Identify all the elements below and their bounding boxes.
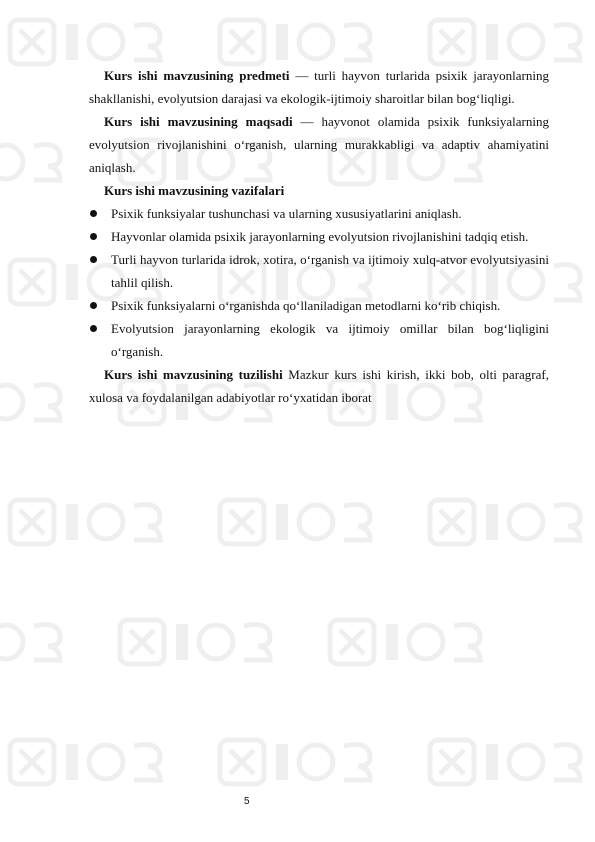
document-body [89,64,549,409]
structure-label: Kurs ishi mavzusining tuzilishi [104,367,283,382]
subject-label: Kurs ishi mavzusining predmeti [104,68,290,83]
list-item [89,202,549,225]
page-number: 5 [244,796,250,807]
list-item [89,225,549,248]
goal-paragraph [89,110,549,179]
bullet-icon [90,210,97,217]
task-text: Turli hayvon turlarida idrok, xotira, o‘rganish va ijtimoiy xulq-atvor evolyutsiyasini tahlil qilish. [111,252,549,290]
structure-text: Mazkur kurs ishi kirish, ikki bob, olti paragraf, xulosa va foydalanilgan adabiyotlar ro‘yxatidan iborat [89,367,549,405]
bullet-icon [90,302,97,309]
structure-paragraph [89,363,549,409]
subject-paragraph [89,64,549,110]
task-text: Evolyutsion jarayonlarning ekologik va ijtimoiy omillar bilan bog‘liqligini o‘rganish. [111,321,549,359]
task-text: Psixik funksiyalarni o‘rganishda qo‘llaniladigan metodlarni ko‘rib chiqish. [111,298,501,313]
list-item [89,248,549,294]
bullet-icon [90,325,97,332]
subject-text: — turli hayvon turlarida psixik jarayonlarning shakllanishi, evolyutsion darajasi va ekologik-ijtimoiy sharoitlar bilan bog‘liqligi. [89,68,550,106]
bullet-icon [90,233,97,240]
list-item [89,317,549,363]
tasks-heading: Kurs ishi mavzusining vazifalari [104,183,285,198]
goal-text: — hayvonot olamida psixik funksiyalarning evolyutsion rivojlanishini o‘rganish, ularning murakkabligi va adaptiv ahamiyatini aniqlash. [89,114,550,175]
bullet-icon [90,256,97,263]
goal-label: Kurs ishi mavzusining maqsadi [104,114,293,129]
tasks-list [89,202,549,363]
task-text: Psixik funksiyalar tushunchasi va ularning xususiyatlarini aniqlash. [111,206,462,221]
task-text: Hayvonlar olamida psixik jarayonlarning evolyutsion rivojlanishini tadqiq etish. [111,229,529,244]
list-item [89,294,549,317]
